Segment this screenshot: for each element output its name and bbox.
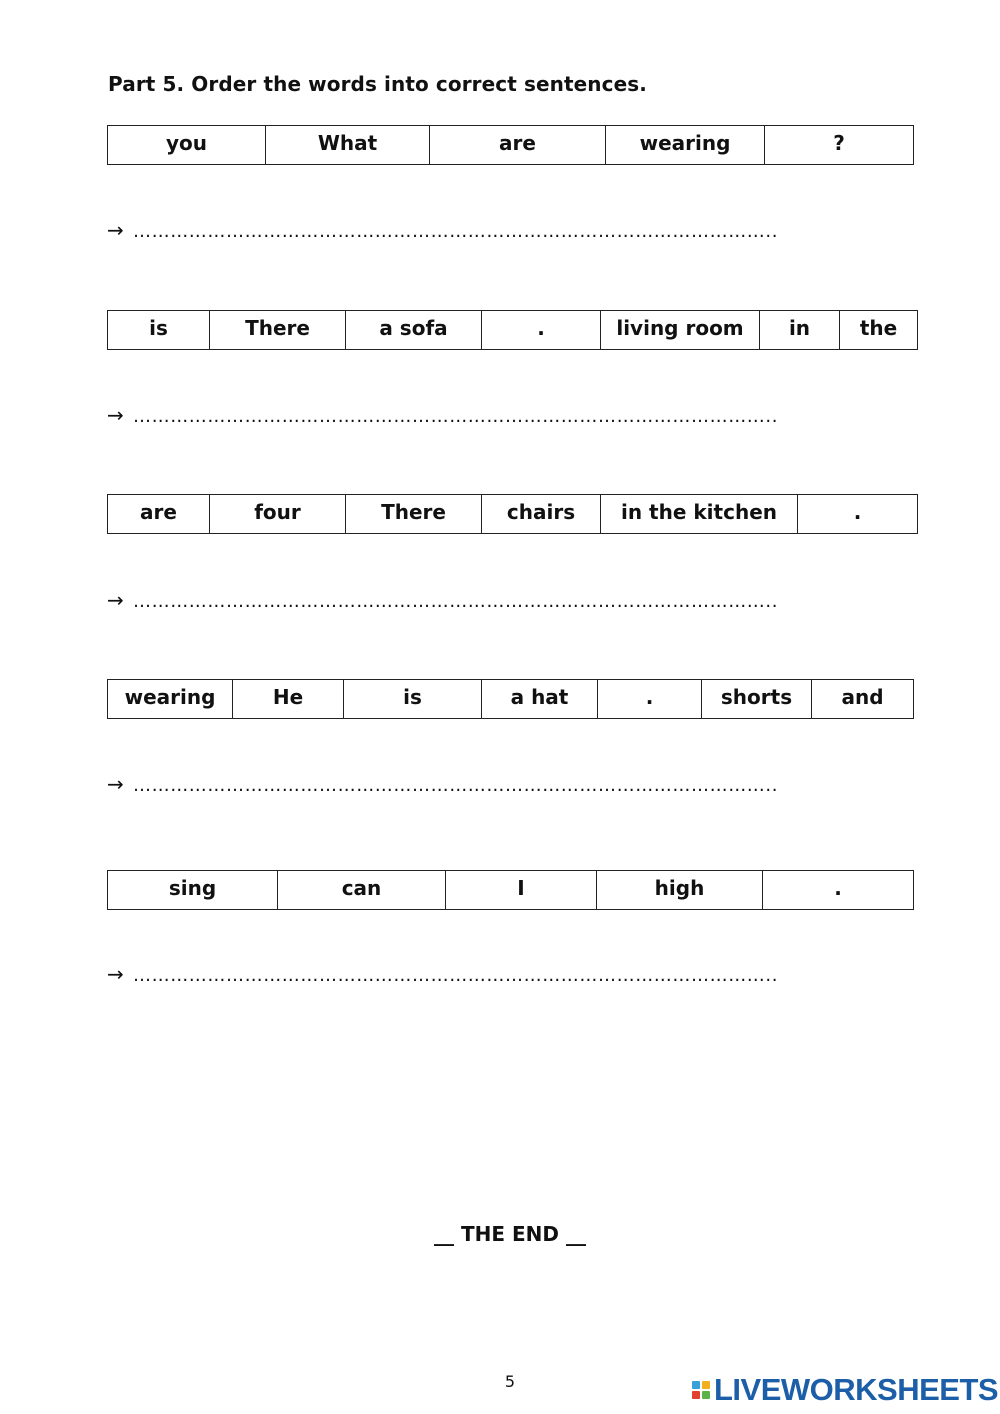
answer-line-5[interactable] bbox=[107, 962, 778, 986]
word-table-5 bbox=[107, 870, 914, 910]
page-number: 5 bbox=[504, 1372, 516, 1391]
arrow-icon: → bbox=[107, 588, 124, 612]
word-cell: There bbox=[210, 311, 346, 350]
word-cell: He bbox=[233, 680, 344, 719]
answer-dots: ………………………………………………………………………………………….. bbox=[133, 406, 779, 427]
word-cell: . bbox=[798, 495, 918, 534]
arrow-icon: → bbox=[107, 772, 124, 796]
word-cell: in bbox=[760, 311, 840, 350]
word-cell: the bbox=[840, 311, 918, 350]
word-cell: . bbox=[763, 871, 914, 910]
word-cell: chairs bbox=[482, 495, 601, 534]
word-cell: high bbox=[597, 871, 763, 910]
word-cell: a hat bbox=[482, 680, 598, 719]
word-cell: living room bbox=[601, 311, 760, 350]
answer-dots: ………………………………………………………………………………………….. bbox=[133, 775, 779, 796]
word-cell: There bbox=[346, 495, 482, 534]
logo-blocks-icon bbox=[692, 1381, 710, 1399]
brand-name: LIVEWORKSHEETS bbox=[714, 1372, 999, 1407]
word-cell: I bbox=[446, 871, 597, 910]
the-end-label: __ THE END __ bbox=[434, 1222, 586, 1246]
word-cell: and bbox=[812, 680, 914, 719]
word-cell: are bbox=[108, 495, 210, 534]
answer-dots: ………………………………………………………………………………………….. bbox=[133, 965, 779, 986]
word-cell: you bbox=[108, 126, 266, 165]
word-cell: can bbox=[278, 871, 446, 910]
answer-line-1[interactable] bbox=[107, 218, 778, 242]
word-cell: is bbox=[344, 680, 482, 719]
word-cell: What bbox=[266, 126, 430, 165]
word-table-2 bbox=[107, 310, 918, 350]
word-cell: wearing bbox=[108, 680, 233, 719]
answer-line-2[interactable] bbox=[107, 403, 778, 427]
word-cell: shorts bbox=[702, 680, 812, 719]
arrow-icon: → bbox=[107, 962, 124, 986]
answer-dots: ………………………………………………………………………………………….. bbox=[133, 591, 779, 612]
answer-dots: ………………………………………………………………………………………….. bbox=[133, 221, 779, 242]
word-cell: a sofa bbox=[346, 311, 482, 350]
word-cell: is bbox=[108, 311, 210, 350]
word-cell: are bbox=[430, 126, 606, 165]
arrow-icon: → bbox=[107, 403, 124, 427]
word-table-4 bbox=[107, 679, 914, 719]
answer-line-4[interactable] bbox=[107, 772, 778, 796]
word-cell: wearing bbox=[606, 126, 765, 165]
word-cell: sing bbox=[108, 871, 278, 910]
word-cell: ? bbox=[765, 126, 914, 165]
word-cell: . bbox=[482, 311, 601, 350]
word-cell: four bbox=[210, 495, 346, 534]
heading: Part 5. Order the words into correct sentences. bbox=[108, 72, 647, 96]
answer-line-3[interactable] bbox=[107, 588, 778, 612]
liveworksheets-logo[interactable] bbox=[692, 1374, 998, 1406]
word-cell: in the kitchen bbox=[601, 495, 798, 534]
arrow-icon: → bbox=[107, 218, 124, 242]
word-cell: . bbox=[598, 680, 702, 719]
word-table-1 bbox=[107, 125, 914, 165]
word-table-3 bbox=[107, 494, 918, 534]
